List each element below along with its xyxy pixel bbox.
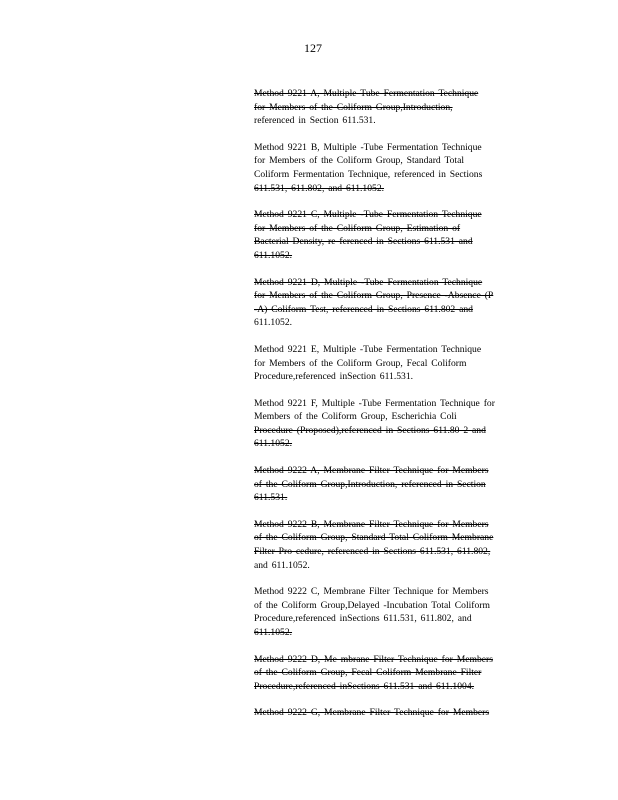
method-entry	[254, 653, 544, 694]
text-line: Method 9221 E, Multiple -Tube Fermentation Technique	[254, 343, 482, 355]
struck-text-line: Method 9221 C, Multiple -Tube Fermentation Technique	[254, 209, 482, 221]
text-line: 611.1052.	[254, 317, 293, 329]
struck-text-line: Method 9222 G, Membrane Filter Technique for Members	[254, 707, 490, 719]
struck-text-line: of the Coliform Group, Standard Total Coliform Membrane	[254, 532, 494, 544]
method-entry	[254, 343, 544, 384]
text-line: and 611.1052.	[254, 559, 310, 571]
text-line: Coliform Fermentation Technique, referenced in Sections	[254, 168, 483, 180]
text-line: for Members of the Coliform Group, Standard Total	[254, 155, 465, 167]
struck-text-line: Procedure,referenced inSections 611.531 and 611.1004.	[254, 680, 475, 692]
text-line: Method 9221 B, Multiple -Tube Fermentation Technique	[254, 141, 482, 153]
text-line: Method 9221 F, Multiple -Tube Fermentation Technique for	[254, 397, 495, 409]
text-line: Members of the Coliform Group, Escherichia Coli	[254, 411, 457, 423]
method-entry	[254, 585, 544, 639]
method-entry	[254, 208, 544, 262]
struck-text-line: for Members of the Coliform Group, Presence -Absence (P	[254, 290, 494, 302]
struck-text-line: 611.531, 611.802, and 611.1052.	[254, 182, 385, 194]
struck-text-line: for Members of the Coliform Group, Estimation of	[254, 222, 461, 234]
method-list	[254, 87, 544, 733]
struck-text-line: Method 9222 B, Membrane Filter Technique for Members	[254, 518, 489, 530]
method-entry	[254, 464, 544, 505]
struck-text-line: for Members of the Coliform Group,Introduction,	[254, 101, 453, 113]
method-entry	[254, 397, 544, 451]
struck-text-line: Bacterial Density, re ferenced in Sections 611.531 and	[254, 236, 473, 248]
page-number: 127	[304, 41, 322, 55]
struck-text-line: -A) Coliform Test, referenced in Sections 611.802 and	[254, 303, 473, 315]
struck-text-line: 611.1052.	[254, 627, 293, 638]
struck-text-line: Procedure (Proposed),referenced in Sections 611.80 2 and	[254, 424, 486, 436]
struck-text-line: Method 9222 A, Membrane Filter Technique for Members	[254, 465, 489, 477]
method-entry	[254, 276, 544, 330]
text-line: Procedure,referenced inSection 611.531.	[254, 371, 414, 383]
text-line: for Members of the Coliform Group, Fecal Coliform	[254, 357, 467, 369]
struck-text-line: 611.1052.	[254, 438, 293, 450]
method-entry	[254, 706, 544, 720]
struck-text-line: Method 9222 D, Me mbrane Filter Technique for Members	[254, 653, 493, 665]
struck-text-line: of the Coliform Group, Fecal Coliform Membrane Filter	[254, 667, 482, 679]
struck-text-line: Method 9221 A, Multiple Tube Fermentation Technique	[254, 88, 479, 99]
method-entry	[254, 87, 544, 128]
text-line: Procedure,referenced inSections 611.531, 611.802, and	[254, 613, 472, 625]
text-line: Method 9222 C, Membrane Filter Technique for Members	[254, 586, 489, 598]
struck-text-line: Method 9221 D, Multiple -Tube Fermentation Technique	[254, 276, 483, 288]
text-line: referenced in Section 611.531.	[254, 115, 376, 127]
struck-text-line: 611.531.	[254, 492, 288, 504]
struck-text-line: Filter Pro cedure, referenced in Sections 611.531, 611.802,	[254, 546, 491, 558]
struck-text-line: 611.1052.	[254, 249, 293, 261]
struck-text-line: of the Coliform Group,Introduction, referenced in Section	[254, 478, 486, 490]
text-line: of the Coliform Group,Delayed -Incubation Total Coliform	[254, 599, 490, 611]
method-entry	[254, 518, 544, 572]
method-entry	[254, 141, 544, 195]
